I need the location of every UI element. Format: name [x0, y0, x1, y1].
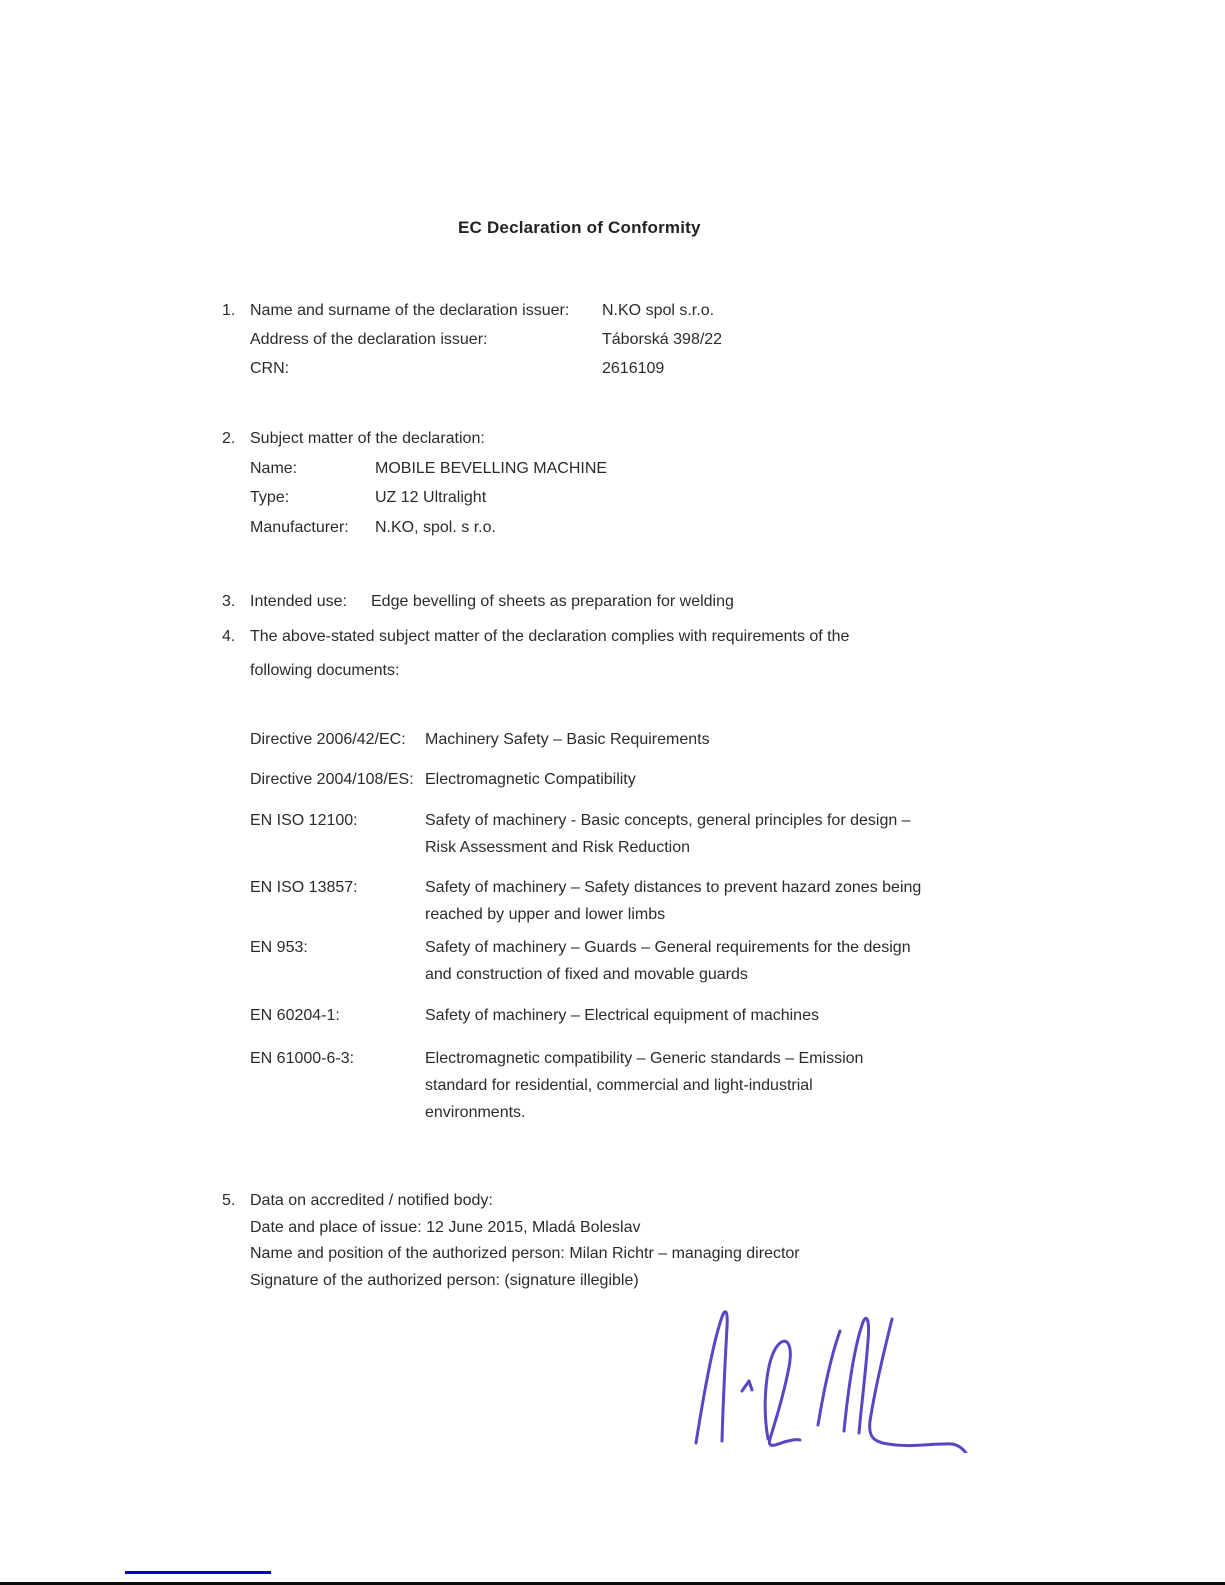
section-heading: Subject matter of the declaration: [250, 430, 485, 447]
directive-description: Electromagnetic Compatibility [425, 771, 636, 788]
spacer [222, 325, 250, 354]
standard-label: EN 953: [250, 939, 308, 956]
standard-label: EN ISO 12100: [250, 812, 358, 829]
signature-image [672, 1293, 972, 1453]
standard-description-line: standard for residential, commercial and light-industrial [425, 1077, 813, 1094]
page-title: EC Declaration of Conformity [458, 218, 701, 237]
standard-description-line: and construction of fixed and movable guards [425, 966, 748, 983]
item-number: 3. [222, 593, 236, 610]
standard-description-line: Risk Assessment and Risk Reduction [425, 839, 690, 856]
detail-line: Date and place of issue: 12 June 2015, Mladá Boleslav [250, 1218, 641, 1236]
spacer [222, 483, 250, 513]
item-number: 2. [222, 430, 236, 447]
field-label: Intended use: [250, 593, 347, 610]
standard-description [425, 934, 1005, 988]
field-value: Edge bevelling of sheets as preparation for welding [371, 593, 734, 610]
standard-label: EN 60204-1: [250, 1007, 340, 1024]
notified-body-text [250, 1188, 800, 1294]
signature-stroke [844, 1318, 869, 1433]
signature-stroke [818, 1331, 840, 1425]
standard-description-line: Safety of machinery – Guards – General requirements for the design [425, 939, 911, 956]
field-label: Name and surname of the declaration issuer: [250, 302, 570, 319]
section-notified-body [222, 1188, 800, 1294]
section-heading: Data on accredited / notified body: [250, 1192, 493, 1209]
standard-description [425, 1045, 1005, 1126]
field-value: UZ 12 Ultralight [375, 489, 487, 506]
standard-description-line: reached by upper and lower limbs [425, 906, 666, 923]
standard-row [250, 1002, 1005, 1029]
standard-description [425, 1002, 1005, 1029]
field-value: 2616109 [602, 360, 665, 377]
field-label: Address of the declaration issuer: [250, 331, 488, 348]
section-issuer [222, 296, 722, 383]
directive-row [250, 726, 710, 754]
standard-row [250, 874, 1005, 928]
field-value: N.KO, spol. s r.o. [375, 518, 496, 536]
standard-row [250, 934, 1005, 988]
field-label: Manufacturer: [250, 518, 349, 536]
detail-line: Signature of the authorized person: (signature illegible) [250, 1271, 639, 1289]
standard-description-line: environments. [425, 1104, 526, 1121]
statement-line: following documents: [250, 662, 400, 679]
section-compliance-statement [222, 620, 849, 688]
detail-line: Name and position of the authorized person: Milan Richtr – managing director [250, 1245, 800, 1262]
field-label: Name: [250, 459, 298, 477]
standard-description [425, 874, 1005, 928]
field-label: Type: [250, 489, 290, 506]
standard-row [250, 1045, 1005, 1126]
signature-stroke [765, 1341, 800, 1445]
statement-text [250, 620, 849, 688]
statement-line: The above-stated subject matter of the declaration complies with requirements of the [250, 628, 850, 645]
spacer [222, 454, 250, 484]
standard-description-line: Safety of machinery – Safety distances to prevent hazard zones being [425, 879, 922, 896]
field-value: Táborská 398/22 [602, 331, 723, 348]
footer-link-underline [125, 1571, 271, 1574]
spacer [222, 513, 250, 543]
standard-description-line: Safety of machinery – Electrical equipment of machines [425, 1007, 819, 1024]
field-value: MOBILE BEVELLING MACHINE [375, 459, 608, 477]
directive-description: Machinery Safety – Basic Requirements [425, 731, 710, 748]
standard-description-line: Electromagnetic compatibility – Generic standards – Emission [425, 1050, 864, 1067]
item-number: 1. [222, 302, 236, 319]
field-value: N.KO spol s.r.o. [602, 302, 715, 319]
section-intended-use [222, 588, 734, 616]
standard-row [250, 807, 1005, 861]
signature-stroke [870, 1319, 966, 1453]
directive-label: Directive 2004/108/ES: [250, 771, 414, 788]
spacer [222, 354, 250, 383]
item-number: 5. [222, 1192, 236, 1209]
signature-stroke [696, 1312, 727, 1443]
standard-description [425, 807, 1005, 861]
field-label: CRN: [250, 360, 290, 377]
standard-label: EN 61000-6-3: [250, 1050, 355, 1067]
standard-description-line: Safety of machinery - Basic concepts, general principles for design – [425, 812, 911, 829]
directive-row [250, 766, 636, 794]
directive-label: Directive 2006/42/EC: [250, 731, 406, 748]
standard-label: EN ISO 13857: [250, 879, 358, 896]
section-subject-matter [222, 424, 607, 542]
item-number: 4. [222, 628, 236, 645]
signature-stroke [742, 1381, 752, 1391]
